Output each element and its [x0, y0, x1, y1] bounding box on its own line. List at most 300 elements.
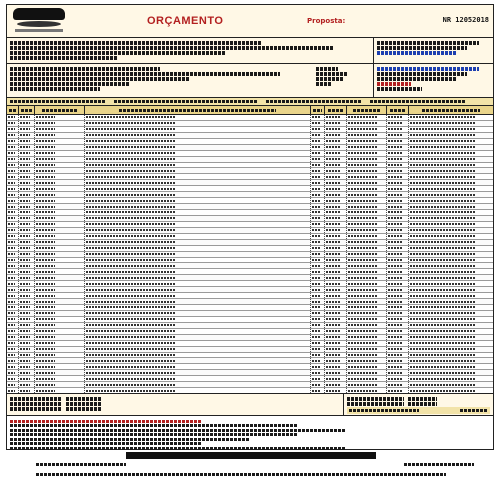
table-cell	[347, 269, 387, 274]
table-cell	[347, 210, 387, 215]
table-cell	[311, 198, 325, 203]
table-cell	[409, 174, 493, 179]
table-cell	[35, 127, 85, 132]
table-cell	[7, 246, 19, 251]
table-cell	[347, 240, 387, 245]
table-cell	[85, 216, 311, 221]
table-cell	[35, 353, 85, 358]
table-cell	[19, 216, 35, 221]
table-cell	[409, 358, 493, 363]
table-cell	[387, 198, 409, 203]
table-cell	[325, 180, 347, 185]
table-cell	[387, 246, 409, 251]
document-title: ORÇAMENTO	[147, 15, 224, 27]
table-cell	[311, 275, 325, 280]
table-cell	[35, 168, 85, 173]
table-cell	[387, 341, 409, 346]
table-cell	[19, 258, 35, 263]
table-cell	[85, 382, 311, 387]
table-cell	[35, 287, 85, 292]
table-cell	[325, 370, 347, 375]
table-cell	[19, 317, 35, 322]
table-cell	[409, 222, 493, 227]
table-cell	[347, 180, 387, 185]
table-cell	[35, 204, 85, 209]
table-cell	[7, 163, 19, 168]
table-cell	[85, 335, 311, 340]
table-cell	[387, 335, 409, 340]
table-cell	[7, 382, 19, 387]
table-cell	[35, 258, 85, 263]
table-cell	[409, 275, 493, 280]
table-cell	[19, 358, 35, 363]
table-cell	[387, 163, 409, 168]
table-cell	[387, 216, 409, 221]
table-cell	[7, 364, 19, 369]
table-cell	[347, 341, 387, 346]
table-cell	[19, 127, 35, 132]
table-cell	[35, 174, 85, 179]
table-cell	[35, 145, 85, 150]
table-cell	[409, 121, 493, 126]
table-cell	[35, 275, 85, 280]
table-cell	[347, 335, 387, 340]
table-cell	[7, 311, 19, 316]
table-cell	[311, 353, 325, 358]
table-row	[7, 388, 493, 394]
table-cell	[387, 281, 409, 286]
table-cell	[347, 157, 387, 162]
table-cell	[35, 317, 85, 322]
document-header	[6, 4, 494, 38]
client-contact-block	[373, 64, 493, 97]
table-cell	[7, 174, 19, 179]
table-cell	[347, 228, 387, 233]
table-cell	[325, 127, 347, 132]
table-cell	[19, 335, 35, 340]
table-cell	[347, 204, 387, 209]
table-cell	[35, 151, 85, 156]
table-cell	[325, 252, 347, 257]
table-cell	[35, 305, 85, 310]
table-cell	[19, 163, 35, 168]
table-cell	[7, 388, 19, 393]
table-cell	[409, 258, 493, 263]
table-cell	[85, 275, 311, 280]
table-cell	[325, 145, 347, 150]
table-cell	[409, 287, 493, 292]
items-table-header	[7, 106, 493, 115]
table-cell	[311, 287, 325, 292]
table-cell	[35, 139, 85, 144]
table-cell	[325, 353, 347, 358]
table-cell	[409, 329, 493, 334]
table-cell	[35, 335, 85, 340]
table-cell	[347, 121, 387, 126]
table-cell	[347, 246, 387, 251]
table-cell	[35, 198, 85, 203]
table-cell	[19, 347, 35, 352]
table-cell	[7, 358, 19, 363]
table-cell	[19, 174, 35, 179]
table-cell	[347, 258, 387, 263]
table-cell	[311, 252, 325, 257]
table-cell	[387, 186, 409, 191]
grand-total-block	[343, 394, 493, 415]
table-cell	[409, 281, 493, 286]
company-logo-icon	[11, 7, 67, 35]
table-cell	[35, 376, 85, 381]
table-cell	[325, 263, 347, 268]
table-cell	[409, 139, 493, 144]
table-cell	[387, 157, 409, 162]
table-cell	[347, 216, 387, 221]
table-cell	[387, 133, 409, 138]
table-cell	[347, 347, 387, 352]
table-cell	[325, 240, 347, 245]
table-cell	[19, 329, 35, 334]
table-cell	[311, 358, 325, 363]
table-cell	[19, 168, 35, 173]
table-cell	[35, 246, 85, 251]
table-cell	[387, 121, 409, 126]
table-cell	[19, 192, 35, 197]
table-cell	[311, 228, 325, 233]
table-cell	[387, 275, 409, 280]
table-cell	[85, 317, 311, 322]
table-cell	[85, 151, 311, 156]
items-table	[6, 98, 494, 394]
table-cell	[311, 311, 325, 316]
table-cell	[409, 240, 493, 245]
table-cell	[35, 269, 85, 274]
table-cell	[387, 180, 409, 185]
table-cell	[387, 388, 409, 393]
table-cell	[85, 388, 311, 393]
table-cell	[7, 275, 19, 280]
table-cell	[325, 151, 347, 156]
table-cell	[387, 317, 409, 322]
table-cell	[311, 115, 325, 120]
table-cell	[387, 139, 409, 144]
footer-bar	[126, 452, 376, 459]
table-cell	[325, 157, 347, 162]
table-cell	[325, 323, 347, 328]
table-cell	[347, 198, 387, 203]
table-cell	[7, 353, 19, 358]
table-cell	[325, 168, 347, 173]
table-cell	[19, 376, 35, 381]
table-cell	[311, 293, 325, 298]
table-cell	[311, 192, 325, 197]
table-cell	[409, 246, 493, 251]
table-cell	[409, 305, 493, 310]
table-cell	[325, 287, 347, 292]
table-cell	[19, 145, 35, 150]
table-cell	[35, 263, 85, 268]
table-cell	[19, 139, 35, 144]
table-cell	[7, 210, 19, 215]
table-cell	[35, 163, 85, 168]
table-cell	[387, 222, 409, 227]
table-cell	[347, 329, 387, 334]
table-cell	[7, 281, 19, 286]
table-cell	[347, 305, 387, 310]
table-cell	[311, 174, 325, 179]
table-cell	[19, 121, 35, 126]
table-cell	[19, 252, 35, 257]
company-address-block	[7, 38, 373, 63]
table-cell	[325, 341, 347, 346]
table-cell	[35, 228, 85, 233]
table-cell	[35, 240, 85, 245]
table-cell	[409, 234, 493, 239]
table-cell	[19, 275, 35, 280]
table-cell	[325, 216, 347, 221]
table-cell	[387, 376, 409, 381]
table-cell	[347, 281, 387, 286]
table-cell	[19, 240, 35, 245]
table-cell	[19, 157, 35, 162]
table-cell	[35, 121, 85, 126]
table-cell	[409, 370, 493, 375]
table-cell	[387, 240, 409, 245]
table-cell	[7, 157, 19, 162]
table-cell	[387, 382, 409, 387]
table-cell	[85, 370, 311, 375]
table-cell	[35, 186, 85, 191]
table-cell	[409, 186, 493, 191]
table-cell	[7, 121, 19, 126]
table-cell	[85, 163, 311, 168]
table-cell	[325, 192, 347, 197]
table-cell	[85, 246, 311, 251]
table-cell	[409, 376, 493, 381]
table-cell	[347, 353, 387, 358]
table-cell	[19, 186, 35, 191]
table-cell	[7, 299, 19, 304]
table-cell	[19, 210, 35, 215]
table-cell	[35, 216, 85, 221]
table-cell	[325, 198, 347, 203]
table-cell	[85, 180, 311, 185]
table-cell	[325, 293, 347, 298]
table-cell	[347, 186, 387, 191]
table-cell	[409, 180, 493, 185]
table-cell	[409, 347, 493, 352]
table-cell	[85, 121, 311, 126]
signature-left	[36, 462, 126, 467]
table-cell	[35, 299, 85, 304]
table-cell	[7, 145, 19, 150]
table-cell	[387, 234, 409, 239]
table-cell	[35, 192, 85, 197]
table-cell	[85, 305, 311, 310]
table-cell	[19, 341, 35, 346]
table-cell	[311, 281, 325, 286]
table-cell	[7, 263, 19, 268]
table-cell	[19, 269, 35, 274]
table-cell	[19, 234, 35, 239]
table-cell	[387, 252, 409, 257]
table-cell	[19, 388, 35, 393]
table-cell	[387, 299, 409, 304]
table-cell	[387, 370, 409, 375]
table-cell	[19, 311, 35, 316]
table-cell	[325, 234, 347, 239]
table-cell	[325, 269, 347, 274]
table-cell	[85, 299, 311, 304]
table-cell	[85, 281, 311, 286]
table-cell	[409, 252, 493, 257]
table-cell	[387, 364, 409, 369]
table-cell	[311, 133, 325, 138]
table-cell	[7, 341, 19, 346]
table-cell	[311, 263, 325, 268]
table-cell	[35, 341, 85, 346]
table-cell	[85, 145, 311, 150]
table-cell	[387, 127, 409, 132]
table-cell	[35, 323, 85, 328]
table-cell	[325, 186, 347, 191]
table-cell	[85, 234, 311, 239]
table-cell	[347, 376, 387, 381]
table-cell	[311, 388, 325, 393]
table-cell	[7, 252, 19, 257]
table-cell	[7, 258, 19, 263]
table-cell	[311, 216, 325, 221]
table-cell	[7, 151, 19, 156]
table-cell	[19, 180, 35, 185]
table-cell	[85, 222, 311, 227]
table-cell	[347, 127, 387, 132]
table-cell	[409, 293, 493, 298]
table-cell	[19, 370, 35, 375]
table-cell	[7, 139, 19, 144]
table-cell	[325, 364, 347, 369]
table-cell	[35, 281, 85, 286]
table-cell	[325, 210, 347, 215]
table-cell	[347, 287, 387, 292]
table-cell	[325, 222, 347, 227]
table-cell	[311, 258, 325, 263]
table-cell	[85, 127, 311, 132]
table-cell	[311, 234, 325, 239]
table-cell	[85, 323, 311, 328]
table-cell	[409, 127, 493, 132]
table-cell	[387, 263, 409, 268]
table-cell	[387, 311, 409, 316]
table-cell	[347, 275, 387, 280]
table-cell	[311, 180, 325, 185]
table-cell	[409, 299, 493, 304]
table-cell	[85, 287, 311, 292]
table-cell	[7, 305, 19, 310]
table-cell	[409, 335, 493, 340]
table-cell	[409, 323, 493, 328]
table-cell	[325, 121, 347, 126]
table-cell	[35, 234, 85, 239]
table-cell	[35, 157, 85, 162]
table-cell	[85, 258, 311, 263]
table-cell	[7, 115, 19, 120]
table-cell	[85, 240, 311, 245]
table-cell	[7, 222, 19, 227]
table-cell	[7, 323, 19, 328]
table-cell	[311, 168, 325, 173]
table-cell	[387, 192, 409, 197]
table-cell	[409, 311, 493, 316]
table-cell	[347, 163, 387, 168]
proposta-number: NR 12052018	[442, 16, 489, 24]
table-cell	[311, 382, 325, 387]
table-cell	[325, 258, 347, 263]
table-cell	[311, 269, 325, 274]
table-cell	[409, 192, 493, 197]
table-cell	[409, 263, 493, 268]
table-cell	[387, 151, 409, 156]
table-cell	[409, 382, 493, 387]
table-cell	[311, 341, 325, 346]
table-cell	[409, 353, 493, 358]
table-cell	[7, 329, 19, 334]
table-cell	[7, 269, 19, 274]
table-cell	[325, 246, 347, 251]
table-cell	[35, 252, 85, 257]
table-cell	[387, 174, 409, 179]
table-cell	[311, 364, 325, 369]
table-cell	[347, 139, 387, 144]
table-cell	[7, 293, 19, 298]
table-cell	[409, 317, 493, 322]
table-cell	[311, 376, 325, 381]
table-cell	[311, 204, 325, 209]
table-cell	[325, 163, 347, 168]
table-cell	[325, 358, 347, 363]
table-cell	[311, 347, 325, 352]
table-cell	[35, 210, 85, 215]
table-cell	[347, 299, 387, 304]
table-cell	[35, 222, 85, 227]
table-cell	[7, 287, 19, 292]
table-cell	[325, 347, 347, 352]
table-cell	[347, 115, 387, 120]
table-cell	[85, 210, 311, 215]
table-cell	[35, 382, 85, 387]
table-cell	[311, 335, 325, 340]
table-cell	[19, 364, 35, 369]
table-cell	[347, 382, 387, 387]
table-cell	[409, 198, 493, 203]
table-cell	[7, 317, 19, 322]
table-cell	[35, 358, 85, 363]
table-cell	[85, 115, 311, 120]
table-cell	[7, 240, 19, 245]
table-cell	[325, 311, 347, 316]
table-cell	[311, 370, 325, 375]
table-cell	[325, 115, 347, 120]
table-cell	[7, 192, 19, 197]
table-cell	[85, 133, 311, 138]
table-cell	[325, 275, 347, 280]
table-cell	[19, 293, 35, 298]
table-cell	[7, 216, 19, 221]
table-cell	[409, 269, 493, 274]
table-cell	[7, 370, 19, 375]
client-extra-block	[313, 64, 373, 97]
table-cell	[19, 115, 35, 120]
table-cell	[85, 139, 311, 144]
